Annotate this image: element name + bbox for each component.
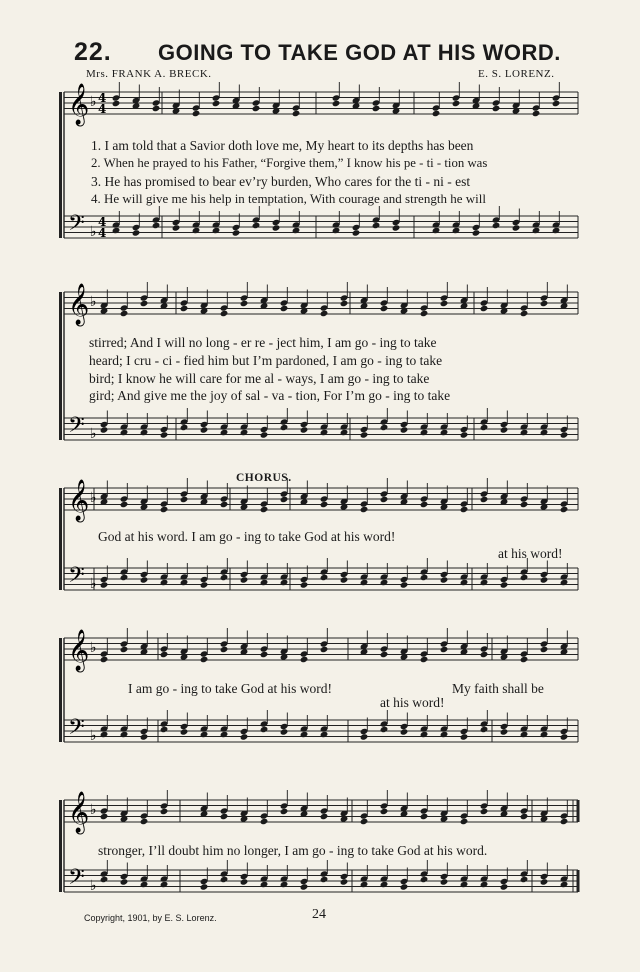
notehead bbox=[240, 576, 249, 583]
notehead bbox=[280, 424, 289, 431]
notehead bbox=[420, 813, 429, 820]
notehead bbox=[260, 579, 269, 586]
notehead bbox=[292, 110, 301, 117]
notehead bbox=[440, 878, 449, 885]
notehead bbox=[160, 726, 169, 733]
notehead bbox=[200, 883, 209, 890]
notehead bbox=[220, 731, 229, 738]
notehead bbox=[340, 300, 349, 307]
notehead bbox=[220, 646, 229, 653]
key-flat: ♭ bbox=[90, 640, 97, 656]
treble-clef: 𝄞 bbox=[68, 284, 90, 325]
notehead bbox=[180, 424, 189, 431]
notehead bbox=[560, 579, 569, 586]
copyright-notice: Copyright, 1901, by E. S. Lorenz. bbox=[84, 913, 217, 923]
notehead bbox=[140, 300, 149, 307]
notehead bbox=[232, 229, 241, 236]
notehead bbox=[160, 506, 169, 513]
notehead bbox=[292, 227, 301, 234]
key-flat: ♭ bbox=[90, 878, 97, 894]
notehead bbox=[212, 227, 221, 234]
notehead bbox=[100, 813, 109, 820]
key-flat: ♭ bbox=[90, 294, 97, 310]
notehead bbox=[420, 574, 429, 581]
notehead bbox=[112, 100, 121, 107]
notehead bbox=[372, 105, 381, 112]
notehead bbox=[540, 731, 549, 738]
notehead bbox=[480, 726, 489, 733]
bass-clef: 𝄢 bbox=[68, 715, 85, 745]
notehead bbox=[400, 581, 409, 588]
notehead bbox=[112, 227, 121, 234]
notehead bbox=[260, 881, 269, 888]
key-flat: ♭ bbox=[90, 490, 97, 506]
notehead bbox=[260, 818, 269, 825]
notehead bbox=[100, 731, 109, 738]
notehead bbox=[360, 818, 369, 825]
chorus-label: CHORUS. bbox=[236, 472, 292, 484]
notehead bbox=[172, 224, 181, 231]
notehead bbox=[400, 728, 409, 735]
notehead bbox=[520, 656, 529, 663]
notehead bbox=[500, 426, 509, 433]
notehead bbox=[480, 496, 489, 503]
notehead bbox=[140, 429, 149, 436]
notehead bbox=[480, 881, 489, 888]
notehead bbox=[220, 501, 229, 508]
chorus-lyric-2: I am go - ing to take God at his word! bbox=[128, 681, 332, 696]
notehead bbox=[200, 581, 209, 588]
notehead bbox=[400, 883, 409, 890]
notehead bbox=[420, 656, 429, 663]
notehead bbox=[240, 300, 249, 307]
notehead bbox=[352, 229, 361, 236]
verse-4-line-1: 4. He will give me his help in temptation, With courage and strength he will bbox=[91, 191, 486, 206]
notehead bbox=[272, 224, 281, 231]
notehead bbox=[360, 579, 369, 586]
notehead bbox=[320, 876, 329, 883]
notehead bbox=[560, 506, 569, 513]
notehead bbox=[252, 105, 261, 112]
notehead bbox=[152, 222, 161, 229]
notehead bbox=[220, 876, 229, 883]
notehead bbox=[380, 496, 389, 503]
notehead bbox=[420, 501, 429, 508]
notehead bbox=[440, 300, 449, 307]
notehead bbox=[180, 305, 189, 312]
notehead bbox=[300, 581, 309, 588]
notehead bbox=[320, 731, 329, 738]
notehead bbox=[140, 576, 149, 583]
key-flat: ♭ bbox=[90, 576, 97, 592]
notehead bbox=[260, 431, 269, 438]
notehead bbox=[240, 733, 249, 740]
notehead bbox=[220, 574, 229, 581]
chorus-lyric-3: stronger, I’ll doubt him no longer, I am go - ing to take God at his word. bbox=[98, 843, 488, 858]
notehead bbox=[120, 501, 129, 508]
bass-clef: 𝄢 bbox=[68, 211, 85, 241]
notehead bbox=[360, 431, 369, 438]
notehead bbox=[300, 883, 309, 890]
notehead bbox=[552, 100, 561, 107]
key-flat: ♭ bbox=[90, 224, 97, 240]
treble-clef: 𝄞 bbox=[68, 84, 90, 125]
hymn-title: GOING TO TAKE GOD AT HIS WORD. bbox=[158, 40, 561, 65]
lyricist-credit: Mrs. FRANK A. BRECK. bbox=[86, 68, 212, 80]
time-signature: 4 bbox=[98, 102, 107, 116]
notehead bbox=[300, 656, 309, 663]
notehead bbox=[360, 506, 369, 513]
notehead bbox=[520, 310, 529, 317]
notehead bbox=[380, 808, 389, 815]
notehead bbox=[420, 731, 429, 738]
system-brace bbox=[59, 488, 62, 590]
hymn-number: 22. bbox=[74, 38, 112, 66]
notehead bbox=[140, 881, 149, 888]
notehead bbox=[560, 733, 569, 740]
notehead bbox=[260, 651, 269, 658]
notehead bbox=[432, 110, 441, 117]
notehead bbox=[500, 883, 509, 890]
notehead bbox=[160, 881, 169, 888]
notehead bbox=[540, 878, 549, 885]
verse-1-line-2: stirred; And I will no long - er re - ject him, I am go - ing to take bbox=[89, 335, 437, 350]
notehead bbox=[220, 813, 229, 820]
notehead bbox=[380, 726, 389, 733]
chorus-lyric-2-end: My faith shall be bbox=[452, 681, 544, 696]
notehead bbox=[380, 424, 389, 431]
notehead bbox=[260, 726, 269, 733]
notehead bbox=[492, 105, 501, 112]
notehead bbox=[100, 656, 109, 663]
key-flat: ♭ bbox=[90, 802, 97, 818]
notehead bbox=[380, 305, 389, 312]
notehead bbox=[300, 426, 309, 433]
notehead bbox=[120, 574, 129, 581]
notehead bbox=[472, 229, 481, 236]
notehead bbox=[520, 574, 529, 581]
bass-clef: 𝄢 bbox=[68, 563, 85, 593]
notehead bbox=[340, 429, 349, 436]
notehead bbox=[552, 227, 561, 234]
notehead bbox=[560, 818, 569, 825]
notehead bbox=[452, 100, 461, 107]
notehead bbox=[212, 100, 221, 107]
key-flat: ♭ bbox=[90, 426, 97, 442]
notehead bbox=[280, 881, 289, 888]
notehead bbox=[280, 728, 289, 735]
notehead bbox=[280, 496, 289, 503]
notehead bbox=[440, 576, 449, 583]
page-number: 24 bbox=[312, 907, 326, 922]
notehead bbox=[340, 576, 349, 583]
notehead bbox=[332, 100, 341, 107]
notehead bbox=[340, 878, 349, 885]
notehead bbox=[440, 646, 449, 653]
bass-clef: 𝄢 bbox=[68, 413, 85, 443]
verse-4-line-2: gird; And give me the joy of sal - va - tion, For I’m go - ing to take bbox=[89, 388, 451, 403]
notehead bbox=[120, 429, 129, 436]
notehead bbox=[120, 310, 129, 317]
notehead bbox=[532, 227, 541, 234]
chorus-lyric-1-alt: at his word! bbox=[498, 546, 563, 561]
notehead bbox=[100, 581, 109, 588]
notehead bbox=[372, 222, 381, 229]
notehead bbox=[400, 426, 409, 433]
time-signature: 4 bbox=[98, 215, 107, 229]
notehead bbox=[320, 501, 329, 508]
notehead bbox=[420, 310, 429, 317]
notehead bbox=[120, 731, 129, 738]
key-flat: ♭ bbox=[90, 728, 97, 744]
system-brace bbox=[59, 800, 62, 892]
notehead bbox=[160, 651, 169, 658]
notehead bbox=[460, 733, 469, 740]
notehead bbox=[520, 501, 529, 508]
verse-1-line-1: 1. I am told that a Savior doth love me, My heart to its depths has been bbox=[91, 138, 474, 153]
notehead bbox=[520, 876, 529, 883]
notehead bbox=[560, 881, 569, 888]
notehead bbox=[480, 305, 489, 312]
notehead bbox=[180, 579, 189, 586]
notehead bbox=[180, 496, 189, 503]
chorus-lyric-2-alt: at his word! bbox=[380, 695, 445, 710]
notehead bbox=[500, 581, 509, 588]
notehead bbox=[532, 110, 541, 117]
verse-3-line-1: 3. He has promised to bear ev’ry burden, Who cares for the ti - ni - est bbox=[91, 174, 471, 189]
notehead bbox=[200, 656, 209, 663]
notehead bbox=[320, 646, 329, 653]
notehead bbox=[420, 876, 429, 883]
treble-clef: 𝄞 bbox=[68, 630, 90, 671]
notehead bbox=[380, 579, 389, 586]
notehead bbox=[540, 300, 549, 307]
notehead bbox=[192, 227, 201, 234]
notehead bbox=[260, 506, 269, 513]
notehead bbox=[432, 227, 441, 234]
notehead bbox=[440, 429, 449, 436]
system-brace bbox=[59, 92, 62, 238]
notehead bbox=[280, 579, 289, 586]
notehead bbox=[560, 431, 569, 438]
treble-clef: 𝄞 bbox=[68, 480, 90, 521]
notehead bbox=[160, 579, 169, 586]
notehead bbox=[160, 808, 169, 815]
notehead bbox=[120, 646, 129, 653]
notehead bbox=[460, 881, 469, 888]
notehead bbox=[252, 222, 261, 229]
verse-3-line-2: bird; I know he will care for me al - ways, I am go - ing to take bbox=[89, 371, 430, 386]
notehead bbox=[380, 651, 389, 658]
notehead bbox=[220, 429, 229, 436]
notehead bbox=[500, 728, 509, 735]
notehead bbox=[140, 733, 149, 740]
notehead bbox=[320, 310, 329, 317]
notehead bbox=[360, 881, 369, 888]
notehead bbox=[100, 426, 109, 433]
notehead bbox=[452, 227, 461, 234]
notehead bbox=[320, 574, 329, 581]
notehead bbox=[200, 731, 209, 738]
notehead bbox=[460, 431, 469, 438]
notehead bbox=[392, 224, 401, 231]
composer-credit: E. S. LORENZ. bbox=[478, 68, 555, 80]
key-flat: ♭ bbox=[90, 94, 97, 110]
notehead bbox=[120, 878, 129, 885]
notehead bbox=[140, 818, 149, 825]
notehead bbox=[520, 429, 529, 436]
notehead bbox=[192, 110, 201, 117]
notehead bbox=[320, 429, 329, 436]
notehead bbox=[200, 426, 209, 433]
notehead bbox=[460, 818, 469, 825]
notehead bbox=[100, 876, 109, 883]
notehead bbox=[240, 429, 249, 436]
notehead bbox=[540, 646, 549, 653]
time-signature: 4 bbox=[98, 226, 107, 240]
notehead bbox=[520, 813, 529, 820]
notehead bbox=[420, 429, 429, 436]
notehead bbox=[480, 424, 489, 431]
system-brace bbox=[59, 638, 62, 742]
notehead bbox=[540, 576, 549, 583]
treble-clef: 𝄞 bbox=[68, 792, 90, 833]
verse-2-line-2: heard; I cru - ci - fied him but I’m pardoned, I am go - ing to take bbox=[89, 353, 443, 368]
notehead bbox=[480, 579, 489, 586]
bass-clef: 𝄢 bbox=[68, 865, 85, 895]
notehead bbox=[280, 808, 289, 815]
time-signature: 4 bbox=[98, 91, 107, 105]
notehead bbox=[460, 506, 469, 513]
notehead bbox=[360, 733, 369, 740]
notehead bbox=[492, 222, 501, 229]
notehead bbox=[540, 429, 549, 436]
notehead bbox=[380, 881, 389, 888]
notehead bbox=[180, 728, 189, 735]
notehead bbox=[280, 305, 289, 312]
notehead bbox=[460, 579, 469, 586]
notehead bbox=[320, 813, 329, 820]
notehead bbox=[440, 731, 449, 738]
notehead bbox=[332, 227, 341, 234]
notehead bbox=[160, 431, 169, 438]
notehead bbox=[220, 310, 229, 317]
notehead bbox=[132, 229, 141, 236]
verse-2-line-1: 2. When he prayed to his Father, “Forgive them,” I know his pe - ti - tion was bbox=[91, 156, 488, 170]
notehead bbox=[152, 105, 161, 112]
notehead bbox=[512, 224, 521, 231]
system-brace bbox=[59, 292, 62, 440]
notehead bbox=[300, 731, 309, 738]
notehead bbox=[240, 878, 249, 885]
notehead bbox=[480, 651, 489, 658]
notehead bbox=[520, 731, 529, 738]
notehead bbox=[480, 808, 489, 815]
chorus-lyric-1: God at his word. I am go - ing to take God at his word! bbox=[98, 529, 396, 544]
